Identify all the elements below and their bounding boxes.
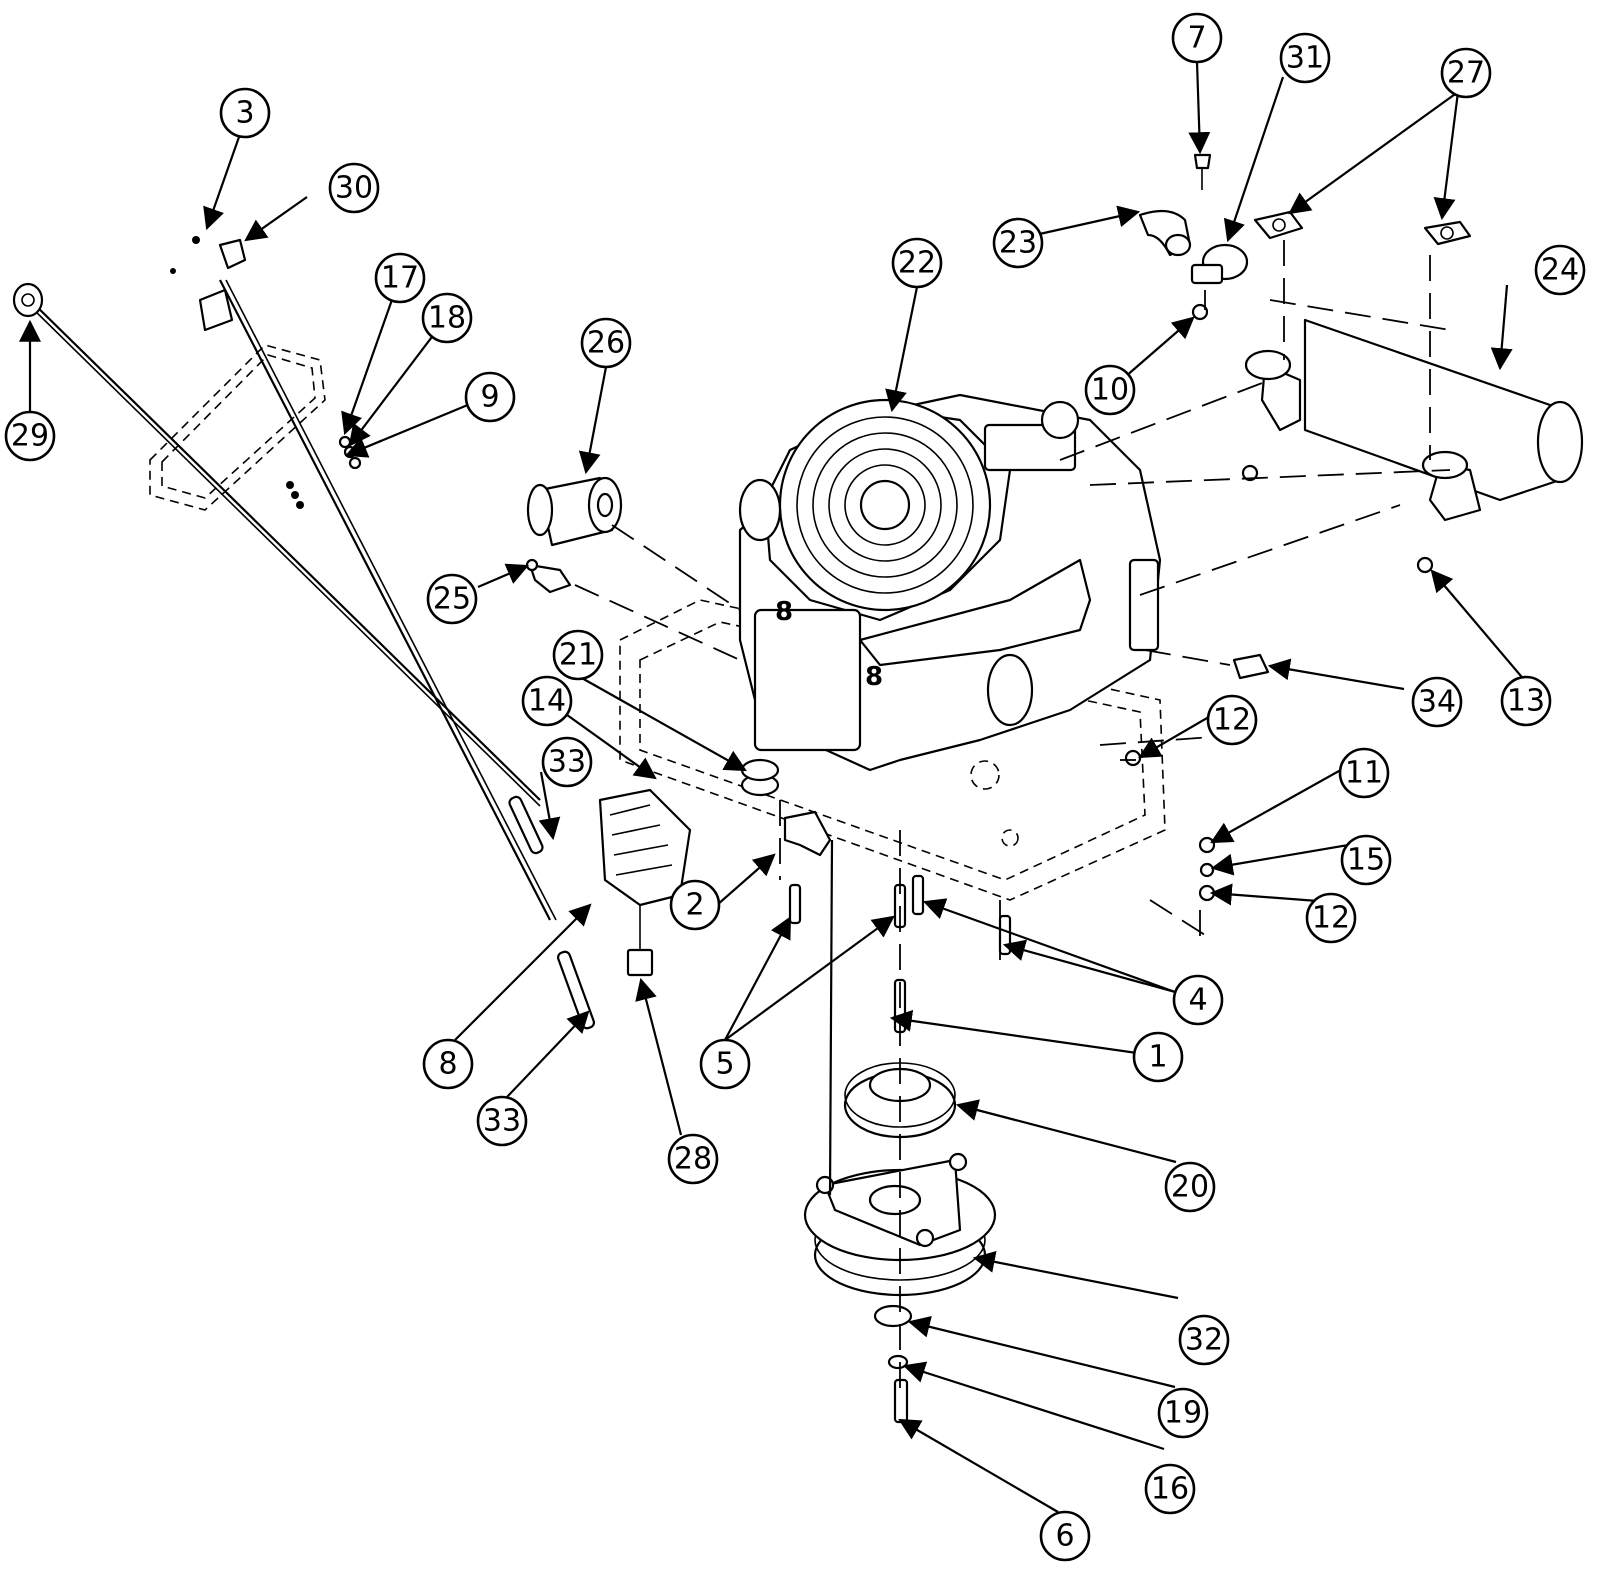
svg-text:32: 32 — [1184, 1322, 1224, 1358]
callout-12-lower — [1307, 894, 1355, 942]
callout-8 — [424, 1040, 472, 1088]
svg-text:25: 25 — [432, 581, 472, 617]
control-panel-bracket — [150, 345, 325, 510]
svg-text:27: 27 — [1446, 55, 1486, 91]
callout-2 — [671, 881, 719, 929]
svg-text:1: 1 — [1148, 1039, 1168, 1075]
svg-text:9: 9 — [480, 379, 500, 415]
callout-28 — [669, 1135, 717, 1183]
callout-13 — [1502, 677, 1550, 725]
regulator — [600, 790, 690, 975]
svg-text:11: 11 — [1344, 755, 1384, 791]
exhaust-clamp — [1192, 245, 1247, 283]
callout-4 — [1174, 976, 1222, 1024]
svg-text:16: 16 — [1150, 1471, 1190, 1507]
callout-19 — [1159, 1389, 1207, 1437]
svg-text:33: 33 — [547, 744, 587, 780]
callout-22 — [893, 239, 941, 287]
callout-9 — [466, 373, 514, 421]
callout-20 — [1166, 1163, 1214, 1211]
callout-29 — [6, 412, 54, 460]
callout-12-upper — [1208, 696, 1256, 744]
svg-text:8: 8 — [438, 1046, 458, 1082]
svg-text:7: 7 — [1187, 20, 1207, 56]
callout-10 — [1086, 366, 1134, 414]
exhaust-elbow — [1140, 211, 1190, 255]
callout-30 — [330, 164, 378, 212]
svg-text:17: 17 — [380, 260, 420, 296]
svg-text:2: 2 — [685, 887, 705, 923]
air-filter — [528, 478, 621, 545]
callout-17 — [376, 254, 424, 302]
grommet — [742, 760, 778, 795]
svg-text:8: 8 — [775, 597, 794, 627]
callout-21 — [554, 631, 602, 679]
svg-text:19: 19 — [1163, 1395, 1203, 1431]
callout-31 — [1281, 34, 1329, 82]
svg-text:29: 29 — [10, 418, 50, 454]
callout-15 — [1342, 836, 1390, 884]
svg-text:20: 20 — [1170, 1169, 1210, 1205]
callout-24 — [1536, 246, 1584, 294]
callout-18 — [423, 294, 471, 342]
svg-text:12: 12 — [1212, 702, 1252, 738]
svg-text:22: 22 — [897, 245, 937, 281]
svg-text:13: 13 — [1506, 683, 1546, 719]
svg-text:18: 18 — [427, 300, 467, 336]
callout-11 — [1340, 749, 1388, 797]
callout-23 — [994, 219, 1042, 267]
callout-14 — [523, 677, 571, 725]
engine — [740, 395, 1160, 770]
svg-text:31: 31 — [1285, 40, 1325, 76]
callout-33-lower — [478, 1097, 526, 1145]
svg-text:24: 24 — [1540, 252, 1580, 288]
throttle-cables — [14, 240, 598, 1030]
svg-text:12: 12 — [1311, 900, 1351, 936]
callout-34 — [1413, 678, 1461, 726]
muffler — [1246, 320, 1582, 520]
svg-text:28: 28 — [673, 1141, 713, 1177]
svg-text:14: 14 — [527, 683, 567, 719]
svg-text:3: 3 — [235, 95, 255, 131]
gaskets — [1255, 212, 1470, 244]
callout-25 — [428, 575, 476, 623]
callout-3 — [221, 89, 269, 137]
svg-text:26: 26 — [586, 325, 626, 361]
callout-33-upper — [543, 738, 591, 786]
callout-16 — [1146, 1465, 1194, 1513]
svg-text:15: 15 — [1346, 842, 1386, 878]
svg-text:6: 6 — [1055, 1518, 1075, 1554]
svg-text:4: 4 — [1188, 982, 1208, 1018]
svg-text:8: 8 — [865, 662, 884, 692]
fuel-fitting — [527, 560, 570, 592]
svg-text:10: 10 — [1090, 372, 1130, 408]
svg-text:5: 5 — [715, 1046, 735, 1082]
bracket — [785, 812, 830, 855]
callout-26 — [582, 319, 630, 367]
callout-7 — [1173, 14, 1221, 62]
svg-text:34: 34 — [1417, 684, 1457, 720]
svg-text:33: 33 — [482, 1103, 522, 1139]
callout-5 — [701, 1040, 749, 1088]
svg-text:21: 21 — [558, 637, 598, 673]
svg-text:30: 30 — [334, 170, 374, 206]
callout-6 — [1041, 1512, 1089, 1560]
callout-1 — [1134, 1033, 1182, 1081]
washers — [875, 1306, 911, 1368]
svg-text:23: 23 — [998, 225, 1038, 261]
callout-27 — [1442, 49, 1490, 97]
callout-32 — [1180, 1316, 1228, 1364]
